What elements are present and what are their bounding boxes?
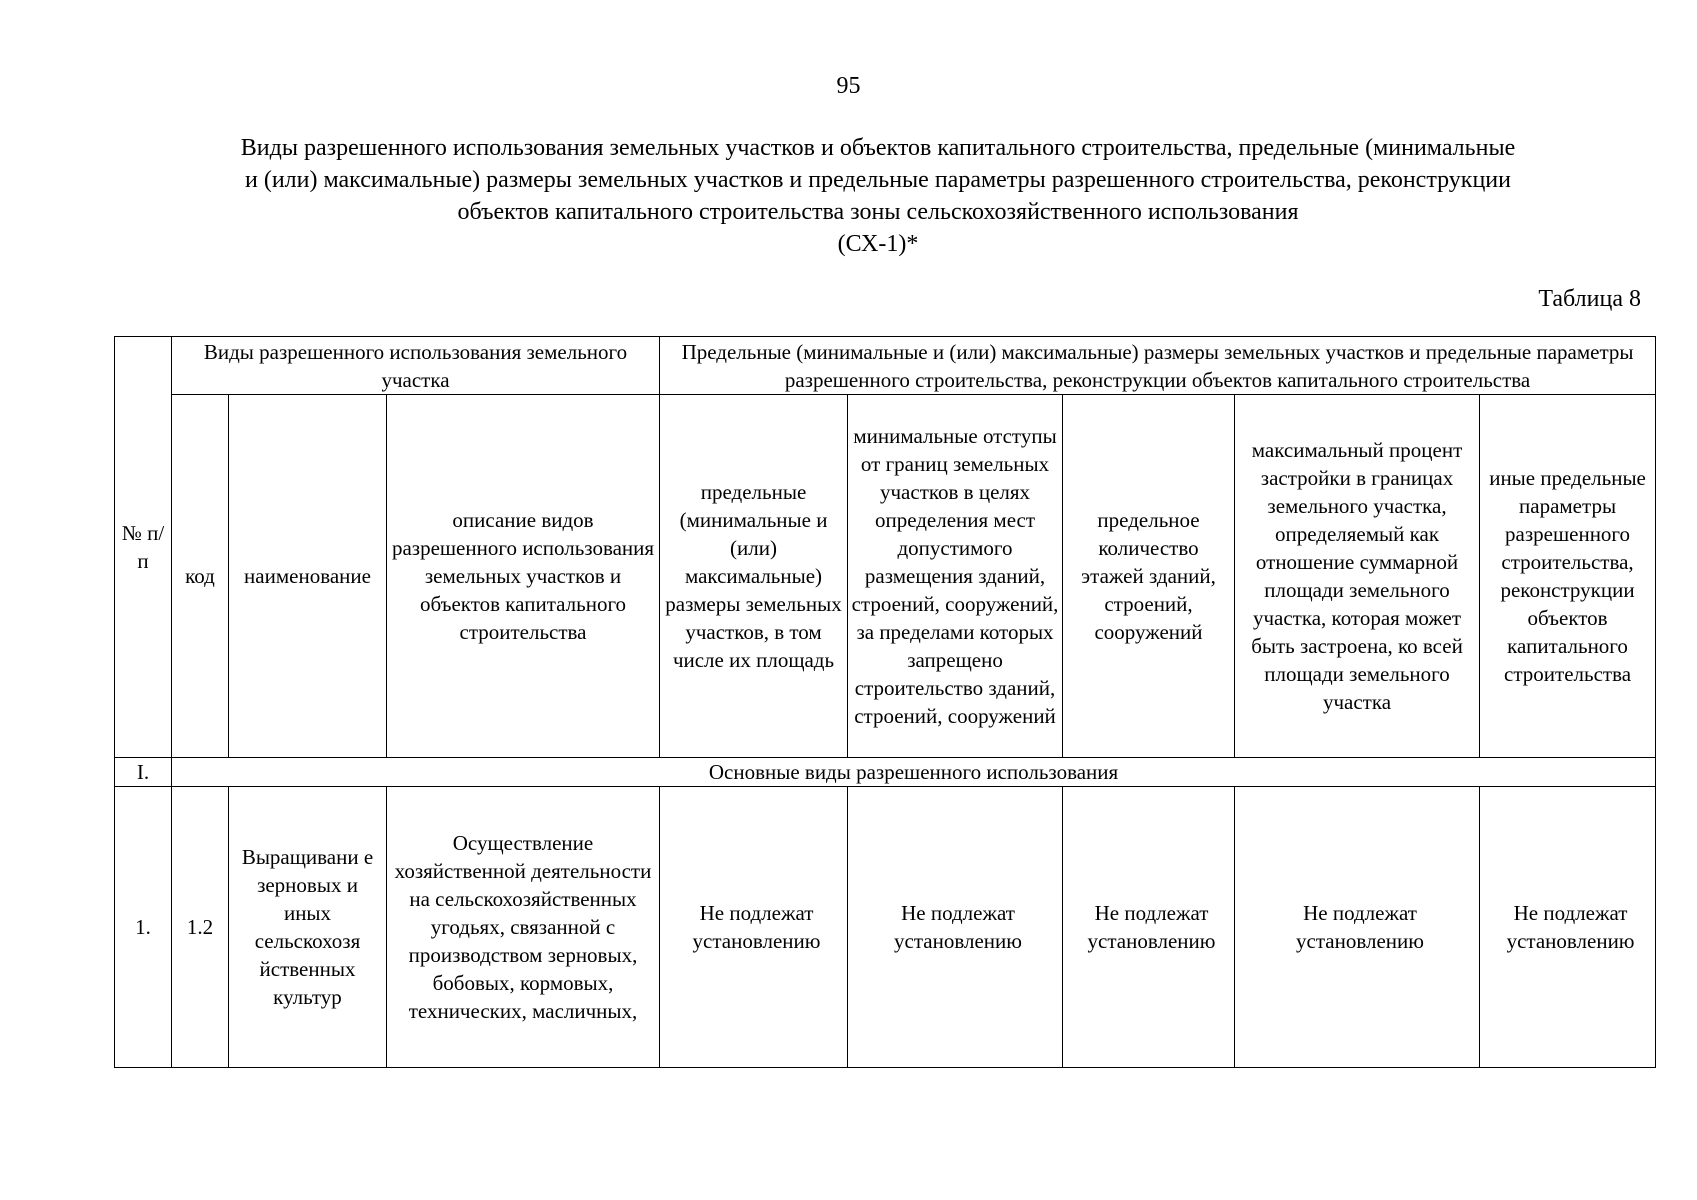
page-number: 95	[836, 73, 861, 99]
title-line: Виды разрешенного использования земельных участков и объектов капитального строительства, предельные (минимальные	[240, 135, 1516, 161]
header-num: № п/п	[115, 337, 172, 758]
regulations-table	[114, 336, 1656, 1068]
table-row	[115, 787, 1656, 1068]
cell-setbacks: Не подлежат установлению	[848, 787, 1063, 1068]
header-other: иные предельные параметры разрешенного строительства, реконструкции объектов капитального строительства	[1480, 395, 1656, 758]
cell-sizes: Не подлежат установлению	[660, 787, 848, 1068]
header-group-limits: Предельные (минимальные и (или) максимальные) размеры земельных участков и предельные параметры разрешенного строительства, реконструкции объектов капитального строительства	[660, 337, 1656, 395]
cell-floors: Не подлежат установлению	[1063, 787, 1235, 1068]
header-floors: предельное количество этажей зданий, строений, сооружений	[1063, 395, 1235, 758]
header-description: описание видов разрешенного использования земельных участков и объектов капитального строительства	[387, 395, 660, 758]
cell-code: 1.2	[172, 787, 229, 1068]
title-line: и (или) максимальные) размеры земельных участков и предельные параметры разрешенного строительства, реконструкции	[245, 167, 1511, 193]
cell-name: Выращивани е зерновых и иных сельскохозя йственных культур	[229, 787, 387, 1068]
header-sizes: предельные (минимальные и (или) максимальные) размеры земельных участков, в том числе их площадь	[660, 395, 848, 758]
cell-other: Не подлежат установлению	[1480, 787, 1656, 1068]
title-line: объектов капитального строительства зоны сельскохозяйственного использования	[457, 199, 1299, 225]
header-coverage: максимальный процент застройки в границах земельного участка, определяемый как отношение суммарной площади земельного участка, которая может быть застроена, ко всей площади земельного участка	[1235, 395, 1480, 758]
header-group-uses: Виды разрешенного использования земельного участка	[172, 337, 660, 395]
cell-coverage: Не подлежат установлению	[1235, 787, 1480, 1068]
table-caption: Таблица 8	[1538, 286, 1641, 312]
table-header-row	[115, 395, 1656, 758]
header-code: код	[172, 395, 229, 758]
header-name: наименование	[229, 395, 387, 758]
header-setbacks: минимальные отступы от границ земельных участков в целях определения мест допустимого размещения зданий, строений, сооружений, за пределами которых запрещено строительство зданий, строений, сооружений	[848, 395, 1063, 758]
section-row	[115, 758, 1656, 787]
cell-description: Осуществление хозяйственной деятельности на сельскохозяйственных угодьях, связанной с производством зерновых, бобовых, кормовых, технических, масличных,	[387, 787, 660, 1068]
section-number: I.	[115, 758, 172, 787]
cell-num: 1.	[115, 787, 172, 1068]
title-line: (СХ-1)*	[837, 231, 919, 257]
table-group-header-row	[115, 337, 1656, 395]
document-title	[108, 132, 1648, 260]
section-title: Основные виды разрешенного использования	[172, 758, 1656, 787]
